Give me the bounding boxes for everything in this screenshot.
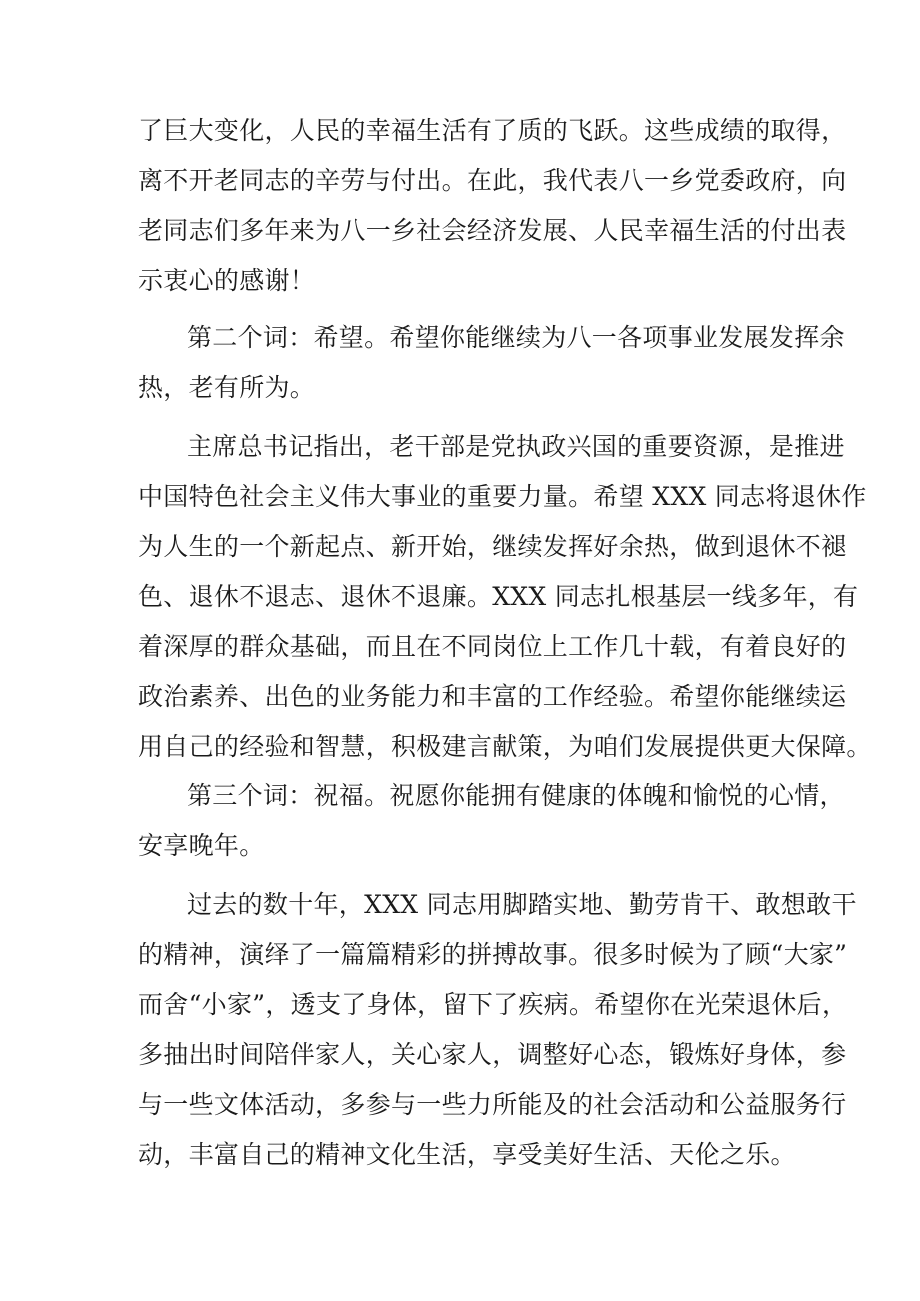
paragraph-1-line-3: 老同志们多年来为八一乡社会经济发展、人民幸福生活的付出表 [138, 216, 847, 245]
paragraph-3-line-4: 色、退休不退志、退休不退廉。XXX 同志扎根基层一线多年，有 [138, 582, 859, 611]
paragraph-3-line-5: 着深厚的群众基础，而且在不同岗位上工作几十载，有着良好的 [138, 632, 847, 661]
paragraph-5-line-6: 动，丰富自己的精神文化生活，享受美好生活、天伦之乐。 [138, 1140, 796, 1169]
paragraph-1-line-1: 了巨大变化，人民的幸福生活有了质的飞跃。这些成绩的取得， [138, 116, 847, 145]
paragraph-5-line-1: 过去的数十年，XXX 同志用脚踏实地、勤劳肯干、敢想敢干 [187, 890, 857, 919]
paragraph-4-line-2: 安享晚年。 [138, 831, 265, 860]
paragraph-3-line-2: 中国特色社会主义伟大事业的重要力量。希望 XXX 同志将退休作 [138, 482, 867, 511]
paragraph-5-line-3: 而舍“小家”，透支了身体，留下了疾病。希望你在光荣退休后， [138, 990, 848, 1019]
paragraph-2-line-2: 热，老有所为。 [138, 373, 316, 402]
paragraph-1-line-4: 示衷心的感谢！ [138, 266, 316, 295]
paragraph-5-line-5: 与一些文体活动，多参与一些力所能及的社会活动和公益服务行 [138, 1090, 847, 1119]
paragraph-5-line-2: 的精神，演绎了一篇篇精彩的拼搏故事。很多时候为了顾“大家” [138, 940, 848, 969]
paragraph-3-line-7: 用自己的经验和智慧，积极建言献策，为咱们发展提供更大保障。 [138, 732, 872, 761]
paragraph-3-line-1: 主席总书记指出，老干部是党执政兴国的重要资源，是推进 [187, 432, 845, 461]
paragraph-2-line-1: 第二个词：希望。希望你能继续为八一各项事业发展发挥余 [187, 323, 845, 352]
paragraph-5-line-4: 多抽出时间陪伴家人，关心家人，调整好心态，锻炼好身体，参 [138, 1040, 847, 1069]
paragraph-4-line-1: 第三个词：祝福。祝愿你能拥有健康的体魄和愉悦的心情， [187, 781, 845, 810]
paragraph-1-line-2: 离不开老同志的辛劳与付出。在此，我代表八一乡党委政府，向 [138, 166, 847, 195]
paragraph-3-line-3: 为人生的一个新起点、新开始，继续发挥好余热，做到退休不褪 [138, 532, 847, 561]
paragraph-3-line-6: 政治素养、出色的业务能力和丰富的工作经验。希望你能继续运 [138, 682, 847, 711]
